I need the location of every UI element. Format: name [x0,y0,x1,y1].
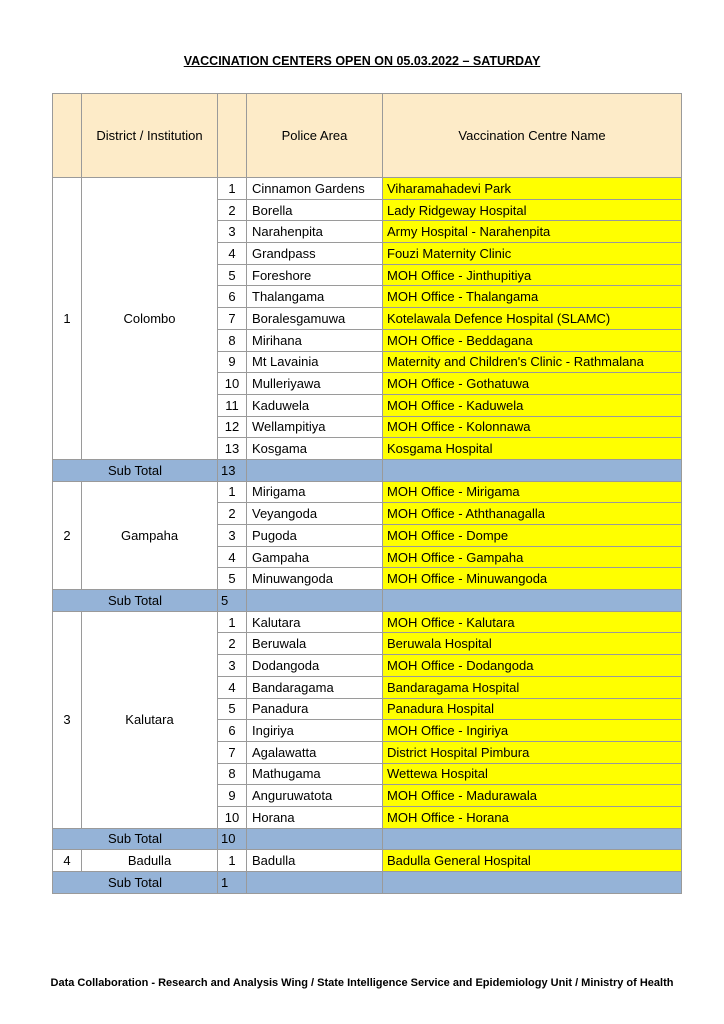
centre-name: MOH Office - Beddagana [383,329,682,351]
subtotal-count: 10 [218,828,247,850]
row-index: 1 [218,178,247,200]
table-row [53,481,682,503]
centre-name: Fouzi Maternity Clinic [383,243,682,265]
centre-name: MOH Office - Mirigama [383,481,682,503]
subtotal-blank [383,828,682,850]
police-area: Mirigama [247,481,383,503]
subtotal-row [53,459,682,481]
police-area: Borella [247,199,383,221]
police-area: Badulla [247,850,383,872]
subtotal-row [53,872,682,894]
subtotal-blank [383,872,682,894]
row-index: 11 [218,394,247,416]
footer-credit: Data Collaboration - Research and Analysis Wing / State Intelligence Service and Epidemiology Unit / Ministry of Health [50,977,674,989]
row-index: 2 [218,633,247,655]
subtotal-blank [383,590,682,612]
police-area: Foreshore [247,264,383,286]
district-number: 4 [53,850,82,872]
subtotal-label: Sub Total [53,828,218,850]
police-area: Boralesgamuwa [247,308,383,330]
row-index: 1 [218,481,247,503]
centre-name: Wettewa Hospital [383,763,682,785]
subtotal-count: 1 [218,872,247,894]
document-title: VACCINATION CENTERS OPEN ON 05.03.2022 – SATURDAY [183,54,541,68]
district-number: 3 [53,611,82,828]
row-index: 5 [218,264,247,286]
header-district: District / Institution [82,94,218,178]
police-area: Beruwala [247,633,383,655]
row-index: 3 [218,655,247,677]
police-area: Panadura [247,698,383,720]
centre-name: MOH Office - Horana [383,806,682,828]
police-area: Ingiriya [247,720,383,742]
police-area: Thalangama [247,286,383,308]
district-name: Badulla [82,850,218,872]
row-index: 6 [218,720,247,742]
centre-name: Panadura Hospital [383,698,682,720]
centre-name: Beruwala Hospital [383,633,682,655]
district-name: Colombo [82,178,218,460]
subtotal-row [53,828,682,850]
row-index: 3 [218,221,247,243]
police-area: Wellampitiya [247,416,383,438]
centre-name: MOH Office - Aththanagalla [383,503,682,525]
centre-name: MOH Office - Jinthupitiya [383,264,682,286]
police-area: Mt Lavainia [247,351,383,373]
table-row [53,611,682,633]
police-area: Grandpass [247,243,383,265]
centre-name: MOH Office - Thalangama [383,286,682,308]
centre-name: Kosgama Hospital [383,438,682,460]
centre-name: MOH Office - Kolonnawa [383,416,682,438]
subtotal-blank [247,459,383,481]
row-index: 2 [218,199,247,221]
police-area: Mulleriyawa [247,373,383,395]
subtotal-label: Sub Total [53,872,218,894]
police-area: Kaduwela [247,394,383,416]
police-area: Cinnamon Gardens [247,178,383,200]
subtotal-blank [247,828,383,850]
row-index: 12 [218,416,247,438]
row-index: 8 [218,329,247,351]
row-index: 1 [218,850,247,872]
subtotal-blank [383,459,682,481]
district-name: Gampaha [82,481,218,589]
vaccination-centres-table [52,93,682,894]
police-area: Agalawatta [247,741,383,763]
centre-name: MOH Office - Dompe [383,525,682,547]
centre-name: MOH Office - Kaduwela [383,394,682,416]
police-area: Narahenpita [247,221,383,243]
row-index: 10 [218,373,247,395]
subtotal-blank [247,590,383,612]
row-index: 1 [218,611,247,633]
police-area: Kalutara [247,611,383,633]
table-header-row [53,94,682,178]
row-index: 13 [218,438,247,460]
table-body [53,178,682,894]
centre-name: Maternity and Children's Clinic - Rathmalana [383,351,682,373]
header-centre-name: Vaccination Centre Name [383,94,682,178]
centre-name: Badulla General Hospital [383,850,682,872]
row-index: 3 [218,525,247,547]
police-area: Veyangoda [247,503,383,525]
district-name: Kalutara [82,611,218,828]
subtotal-row [53,590,682,612]
row-index: 9 [218,351,247,373]
row-index: 4 [218,676,247,698]
row-index: 5 [218,568,247,590]
district-number: 2 [53,481,82,589]
centre-name: MOH Office - Madurawala [383,785,682,807]
police-area: Horana [247,806,383,828]
row-index: 4 [218,243,247,265]
row-index: 6 [218,286,247,308]
centre-name: Lady Ridgeway Hospital [383,199,682,221]
row-index: 7 [218,308,247,330]
police-area: Bandaragama [247,676,383,698]
centre-name: MOH Office - Gampaha [383,546,682,568]
centre-name: MOH Office - Ingiriya [383,720,682,742]
row-index: 4 [218,546,247,568]
police-area: Kosgama [247,438,383,460]
centre-name: Bandaragama Hospital [383,676,682,698]
police-area: Dodangoda [247,655,383,677]
header-police-area: Police Area [247,94,383,178]
table-row [53,178,682,200]
centre-name: MOH Office - Dodangoda [383,655,682,677]
police-area: Pugoda [247,525,383,547]
police-area: Mirihana [247,329,383,351]
header-index [218,94,247,178]
row-index: 10 [218,806,247,828]
police-area: Minuwangoda [247,568,383,590]
row-index: 8 [218,763,247,785]
row-index: 9 [218,785,247,807]
subtotal-label: Sub Total [53,590,218,612]
centre-name: Army Hospital - Narahenpita [383,221,682,243]
centre-name: MOH Office - Kalutara [383,611,682,633]
subtotal-blank [247,872,383,894]
police-area: Mathugama [247,763,383,785]
centre-name: MOH Office - Gothatuwa [383,373,682,395]
centre-name: Viharamahadevi Park [383,178,682,200]
subtotal-label: Sub Total [53,459,218,481]
subtotal-count: 13 [218,459,247,481]
police-area: Anguruwatota [247,785,383,807]
centre-name: District Hospital Pimbura [383,741,682,763]
table-row [53,850,682,872]
centre-name: MOH Office - Minuwangoda [383,568,682,590]
district-number: 1 [53,178,82,460]
subtotal-count: 5 [218,590,247,612]
row-index: 5 [218,698,247,720]
police-area: Gampaha [247,546,383,568]
centre-name: Kotelawala Defence Hospital (SLAMC) [383,308,682,330]
row-index: 7 [218,741,247,763]
row-index: 2 [218,503,247,525]
header-number [53,94,82,178]
